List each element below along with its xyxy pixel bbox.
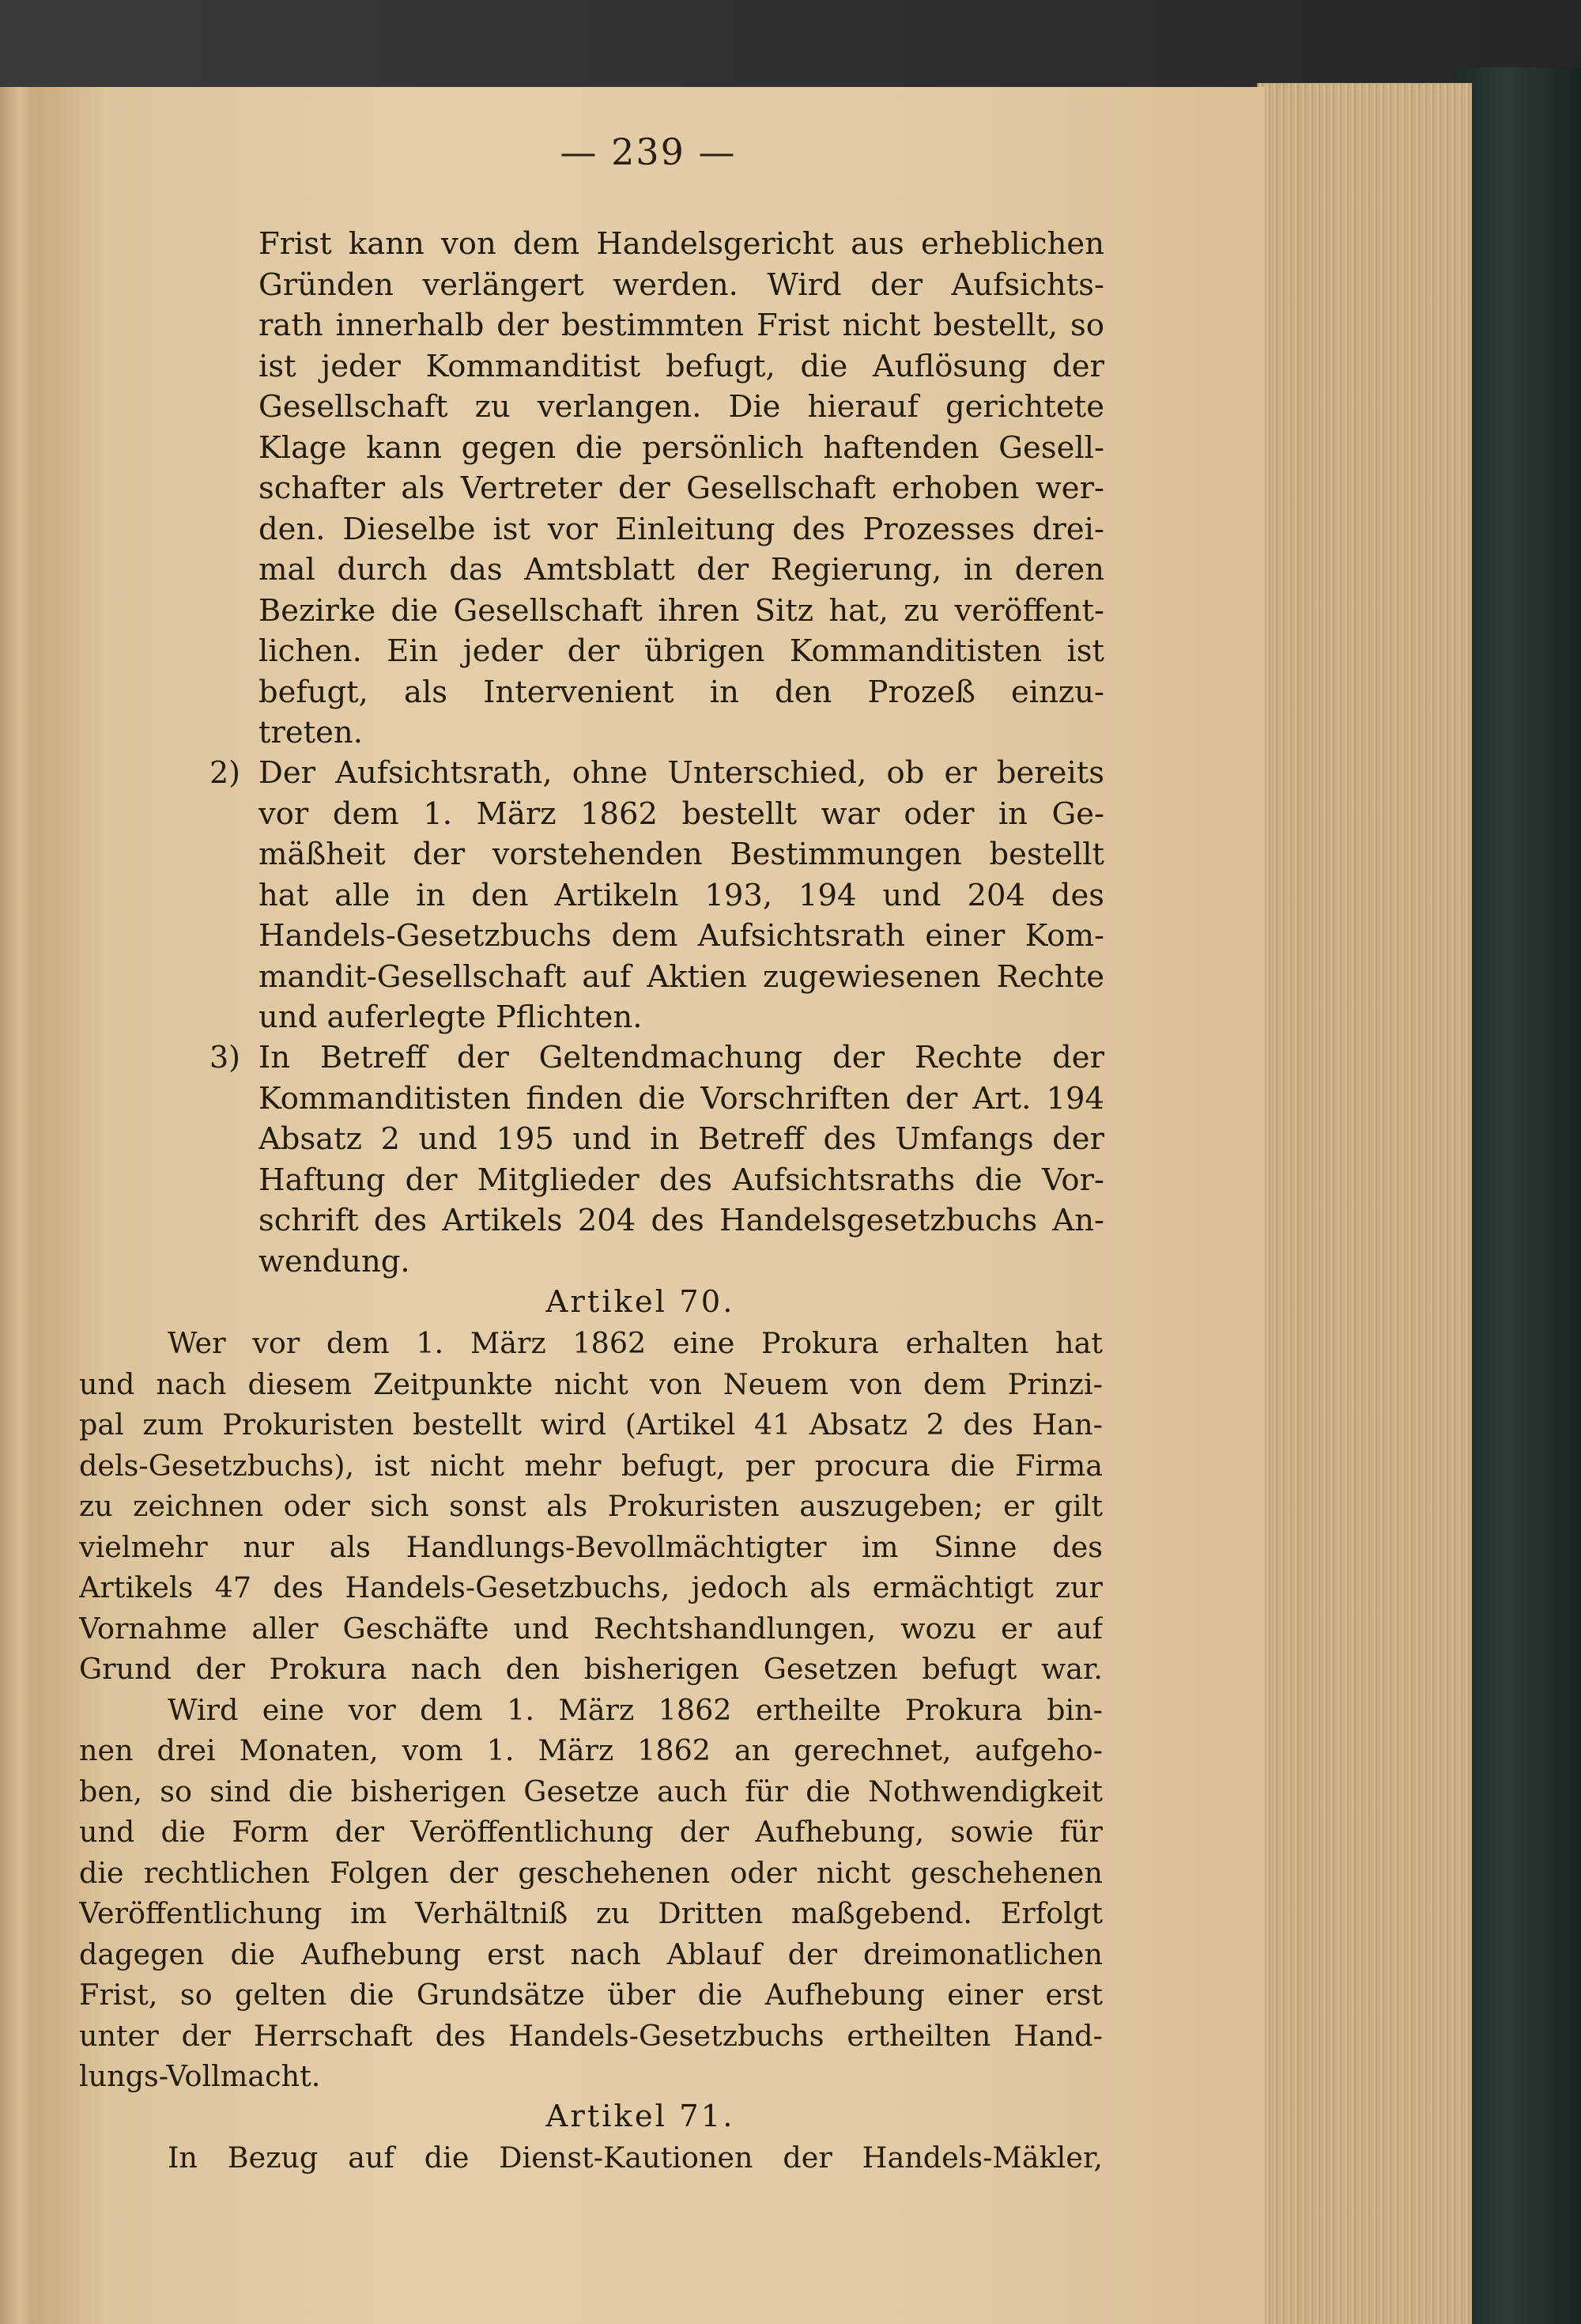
text-line: dels-Gesetzbuchs), ist nicht mehr befugt, per procura die Firma — [79, 1448, 1103, 1483]
text-line: vor dem 1. März 1862 bestellt war oder in Ge- — [258, 795, 1104, 832]
text-line: lichen. Ein jeder der übrigen Kommanditisten ist — [258, 633, 1104, 669]
text-line: Klage kann gegen die persönlich haftenden Gesell- — [258, 429, 1104, 466]
text-line: und nach diesem Zeitpunkte nicht von Neuem von dem Prinzi- — [79, 1366, 1103, 1401]
text-line: Grund der Prokura nach den bisherigen Gesetzen befugt war. — [79, 1652, 1103, 1686]
article-70-text — [79, 1323, 1103, 2097]
text-line: Der Aufsichtsrath, ohne Unterschied, ob er bereits — [258, 755, 1104, 791]
page-edges — [1257, 83, 1472, 2324]
text-line: befugt, als Intervenient in den Prozeß einzu- — [258, 674, 1104, 710]
article-71-text — [79, 2137, 1103, 2179]
item1-text — [258, 224, 1104, 754]
article-70-heading: Artikel 70. — [545, 1284, 735, 1320]
text-line: hat alle in den Artikeln 193, 194 und 204 des — [258, 877, 1104, 913]
text-line: Wird eine vor dem 1. März 1862 ertheilte Prokura bin- — [168, 1692, 1103, 1727]
text-line: Veröffentlichung im Verhältniß zu Dritten maßgebend. Erfolgt — [79, 1896, 1103, 1930]
item2-text — [258, 753, 1104, 1038]
text-line: Gründen verlängert werden. Wird der Aufsichts- — [258, 266, 1104, 303]
text-line: Haftung der Mitglieder des Aufsichtsraths die Vor- — [258, 1162, 1104, 1198]
text-line: Artikels 47 des Handels-Gesetzbuchs, jedoch als ermächtigt zur — [79, 1570, 1103, 1604]
text-line: mandit-Gesellschaft auf Aktien zugewiesenen Rechte — [258, 958, 1104, 995]
text-line: und auferlegte Pflichten. — [258, 1000, 643, 1035]
text-line: treten. — [258, 715, 363, 750]
text-line: schrift des Artikels 204 des Handelsgesetzbuchs An- — [258, 1203, 1104, 1238]
text-line: mäßheit der vorstehenden Bestimmungen bestellt — [258, 837, 1104, 872]
text-line: In Betreff der Geltendmachung der Rechte der — [258, 1040, 1104, 1075]
page-number: — 239 — — [560, 130, 737, 173]
text-line: zu zeichnen oder sich sonst als Prokuristen auszugeben; er gilt — [79, 1489, 1103, 1523]
text-line: dagegen die Aufhebung erst nach Ablauf der dreimonatlichen — [79, 1937, 1103, 1971]
item3-text — [258, 1037, 1104, 1282]
item3-number: 3) — [209, 1040, 241, 1075]
text-line: nen drei Monaten, vom 1. März 1862 an gerechnet, aufgeho- — [79, 1733, 1103, 1767]
text-line: Frist, so gelten die Grundsätze über die Aufhebung einer erst — [79, 1978, 1103, 2012]
text-line: ben, so sind die bisherigen Gesetze auch für die Nothwendigkeit — [79, 1774, 1103, 1808]
text-line: In Bezug auf die Dienst-Kautionen der Handels-Mäkler, — [168, 2141, 1103, 2175]
text-line: Frist kann von dem Handelsgericht aus erheblichen — [258, 226, 1104, 262]
book-page — [32, 87, 1265, 2324]
text-line: die rechtlichen Folgen der geschehenen oder nicht geschehenen — [79, 1855, 1103, 1890]
text-line: und die Form der Veröffentlichung der Aufhebung, sowie für — [79, 1815, 1103, 1849]
text-line: Gesellschaft zu verlangen. Die hierauf gerichtete — [258, 389, 1104, 425]
text-line: Bezirke die Gesellschaft ihren Sitz hat, zu veröffent- — [258, 592, 1104, 629]
text-line: schafter als Vertreter der Gesellschaft erhoben wer- — [258, 470, 1104, 506]
text-line: unter der Herrschaft des Handels-Gesetzbuchs ertheilten Hand- — [79, 2018, 1103, 2053]
text-line: den. Dieselbe ist vor Einleitung des Prozesses drei- — [258, 511, 1104, 547]
text-line: Kommanditisten finden die Vorschriften der Art. 194 — [258, 1080, 1104, 1117]
text-line: lungs-Vollmacht. — [79, 2059, 321, 2093]
article-71-heading: Artikel 71. — [545, 2099, 735, 2134]
text-line: wendung. — [258, 1243, 410, 1279]
text-line: Vornahme aller Geschäfte und Rechtshandlungen, wozu er auf — [79, 1611, 1103, 1646]
text-line: Wer vor dem 1. März 1862 eine Prokura erhalten hat — [168, 1326, 1103, 1360]
text-line: mal durch das Amtsblatt der Regierung, in deren — [258, 552, 1104, 588]
book-cover — [1455, 67, 1581, 2324]
text-line: Handels-Gesetzbuchs dem Aufsichtsrath einer Kom- — [258, 918, 1104, 954]
text-line: Absatz 2 und 195 und in Betreff des Umfangs der — [258, 1121, 1104, 1157]
previous-page-edge — [0, 87, 32, 2324]
item2-number: 2) — [209, 755, 241, 790]
text-line: ist jeder Kommanditist befugt, die Auflösung der — [258, 348, 1104, 384]
text-line: pal zum Prokuristen bestellt wird (Artikel 41 Absatz 2 des Han- — [79, 1408, 1103, 1442]
text-line: rath innerhalb der bestimmten Frist nicht bestellt, so — [258, 308, 1104, 343]
text-line: vielmehr nur als Handlungs-Bevollmächtigter im Sinne des — [79, 1529, 1103, 1564]
